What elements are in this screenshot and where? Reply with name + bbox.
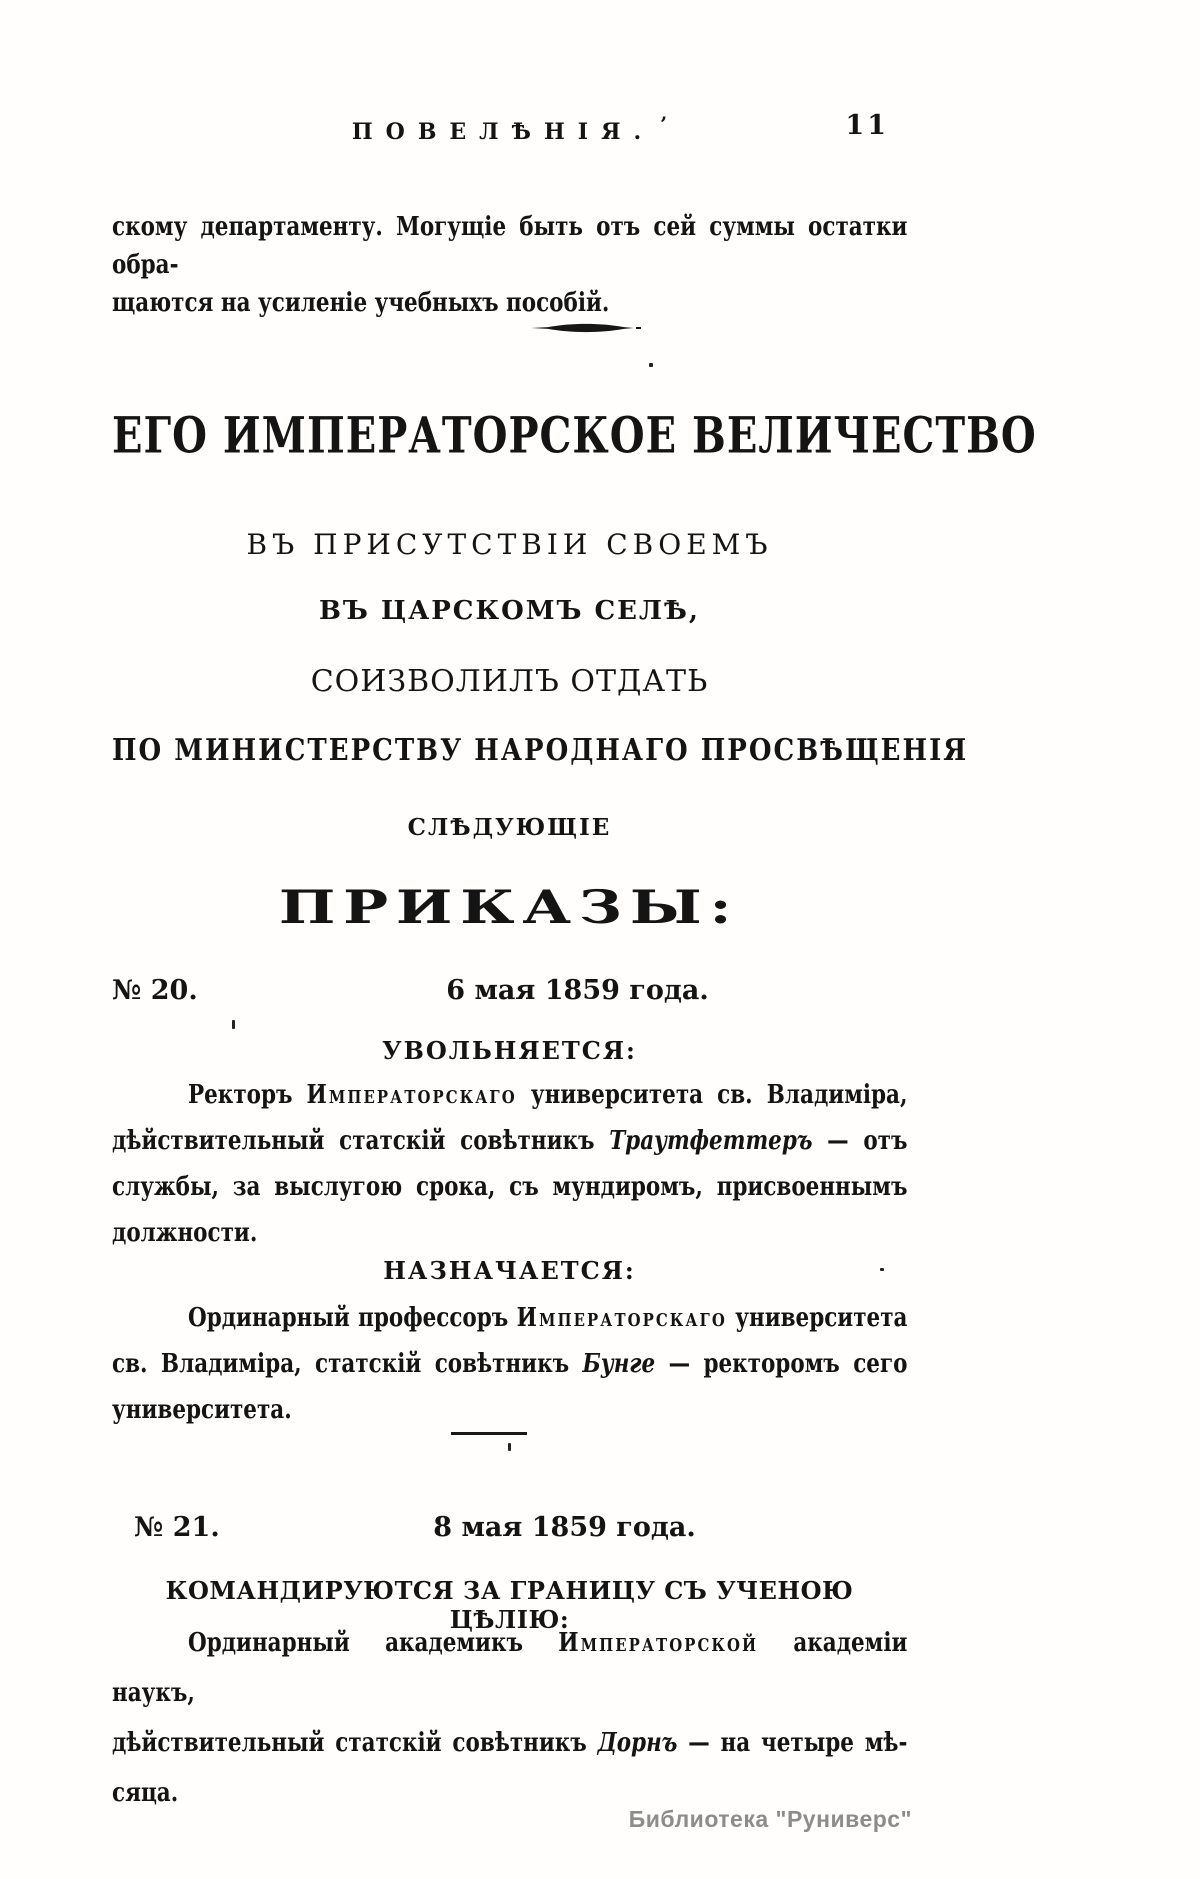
text-line: щаются на усиленіе учебныхъ пособій. — [112, 288, 610, 318]
text-segment-italic-name: Дорнъ — [597, 1728, 678, 1758]
order-date: 6 мая 1859 года. — [446, 975, 709, 1006]
page-number: 11 — [845, 110, 889, 141]
heading-text: ПРИКАЗЫ: — [279, 880, 740, 934]
heading-deigned-to-give: СОИЗВОЛИЛЪ ОТДАТЬ — [310, 664, 709, 699]
text-segment: университета св. Владиміра, — [516, 1080, 908, 1110]
running-head-title: ПОВЕЛѢНІЯ. — [351, 119, 655, 145]
text-line: университета. — [112, 1395, 292, 1425]
section-heading-appointed: НАЗНАЧАЕТСЯ: — [383, 1256, 636, 1285]
order-number: № 20. — [112, 975, 198, 1006]
heading-imperial-majesty — [112, 406, 1037, 465]
text-line — [112, 1072, 907, 1118]
order-number: № 21. — [134, 1512, 220, 1543]
spindle-ornament-icon — [530, 322, 642, 334]
order-21-paragraph — [112, 1618, 907, 1818]
text-line: должности. — [112, 1218, 258, 1248]
section-heading-sent-abroad: КОМАНДИРУЮТСЯ ЗА ГРАНИЦУ СЪ УЧЕНОЮ ЦѢЛІЮ: — [165, 1576, 854, 1634]
horizontal-rule — [451, 1432, 527, 1435]
heading-ministry — [112, 733, 969, 769]
text-line — [112, 1618, 907, 1718]
ink-speck — [880, 1268, 884, 1271]
text-segment-smallcaps: Императорскаго — [516, 1303, 727, 1333]
heading-following: СЛѢДУЮЩІЕ — [407, 814, 612, 841]
text-segment: дѣйствительный статскій совѣтникъ — [112, 1728, 598, 1758]
order-21-header-row — [112, 1512, 907, 1554]
order-20-dismissed-paragraph — [112, 1072, 907, 1256]
text-line — [112, 1718, 907, 1768]
text-segment: Ординарный академикъ — [187, 1628, 559, 1658]
text-segment: — ректоромъ сего — [655, 1349, 908, 1379]
text-segment: университета — [726, 1303, 908, 1333]
text-segment-smallcaps: Императорскаго — [306, 1080, 517, 1110]
continuation-paragraph — [112, 208, 907, 322]
heading-tsarskoye-selo: ВЪ ЦАРСКОМЪ СЕЛѢ, — [319, 596, 700, 626]
heading-orders — [112, 880, 907, 934]
text-segment-italic-name: Бунге — [582, 1349, 656, 1379]
text-line: сяца. — [112, 1778, 179, 1808]
text-line — [112, 1118, 907, 1164]
text-segment: — отъ — [812, 1126, 908, 1156]
order-20-appointed-paragraph — [112, 1295, 907, 1433]
text-segment: академіи наукъ, — [112, 1628, 908, 1708]
ink-speck — [232, 1020, 235, 1029]
heading-text: ПО МИНИСТЕРСТВУ НАРОДНАГО ПРОСВѢЩЕНІЯ — [112, 733, 969, 769]
text-segment: дѣйствительный статскій совѣтникъ — [112, 1126, 610, 1156]
section-heading-dismissed: УВОЛЬНЯЕТСЯ: — [382, 1036, 637, 1065]
text-segment: Ректоръ — [187, 1080, 307, 1110]
ink-speck — [508, 1443, 511, 1451]
ink-stray-mark: ’ — [660, 112, 668, 136]
running-head — [112, 112, 907, 152]
text-segment-smallcaps: Императорской — [558, 1628, 759, 1658]
library-watermark: Библиотека "Руниверс" — [628, 1806, 912, 1832]
text-segment: — на четыре мѣ- — [677, 1728, 908, 1758]
text-segment: св. Владиміра, статскій совѣтникъ — [112, 1349, 583, 1379]
text-line — [112, 1341, 907, 1387]
text-segment-italic-name: Траутфеттеръ — [609, 1126, 813, 1156]
heading-text: ЕГО ИМПЕРАТОРСКОЕ ВЕЛИЧЕСТВО — [112, 406, 1037, 465]
order-date: 8 мая 1859 года. — [433, 1512, 696, 1543]
text-line: скому департаменту. Могущіе быть отъ сей суммы остатки обра- — [112, 212, 908, 280]
order-20-header-row — [112, 975, 907, 1017]
text-line: службы, за выслугою срока, съ мундиромъ, присвоеннымъ — [112, 1172, 908, 1202]
text-line — [112, 1295, 907, 1341]
heading-in-his-presence: ВЪ ПРИСУТСТВІИ СВОЕМЪ — [246, 528, 773, 561]
text-segment: Ординарный профессоръ — [187, 1303, 517, 1333]
ink-speck — [649, 363, 653, 367]
